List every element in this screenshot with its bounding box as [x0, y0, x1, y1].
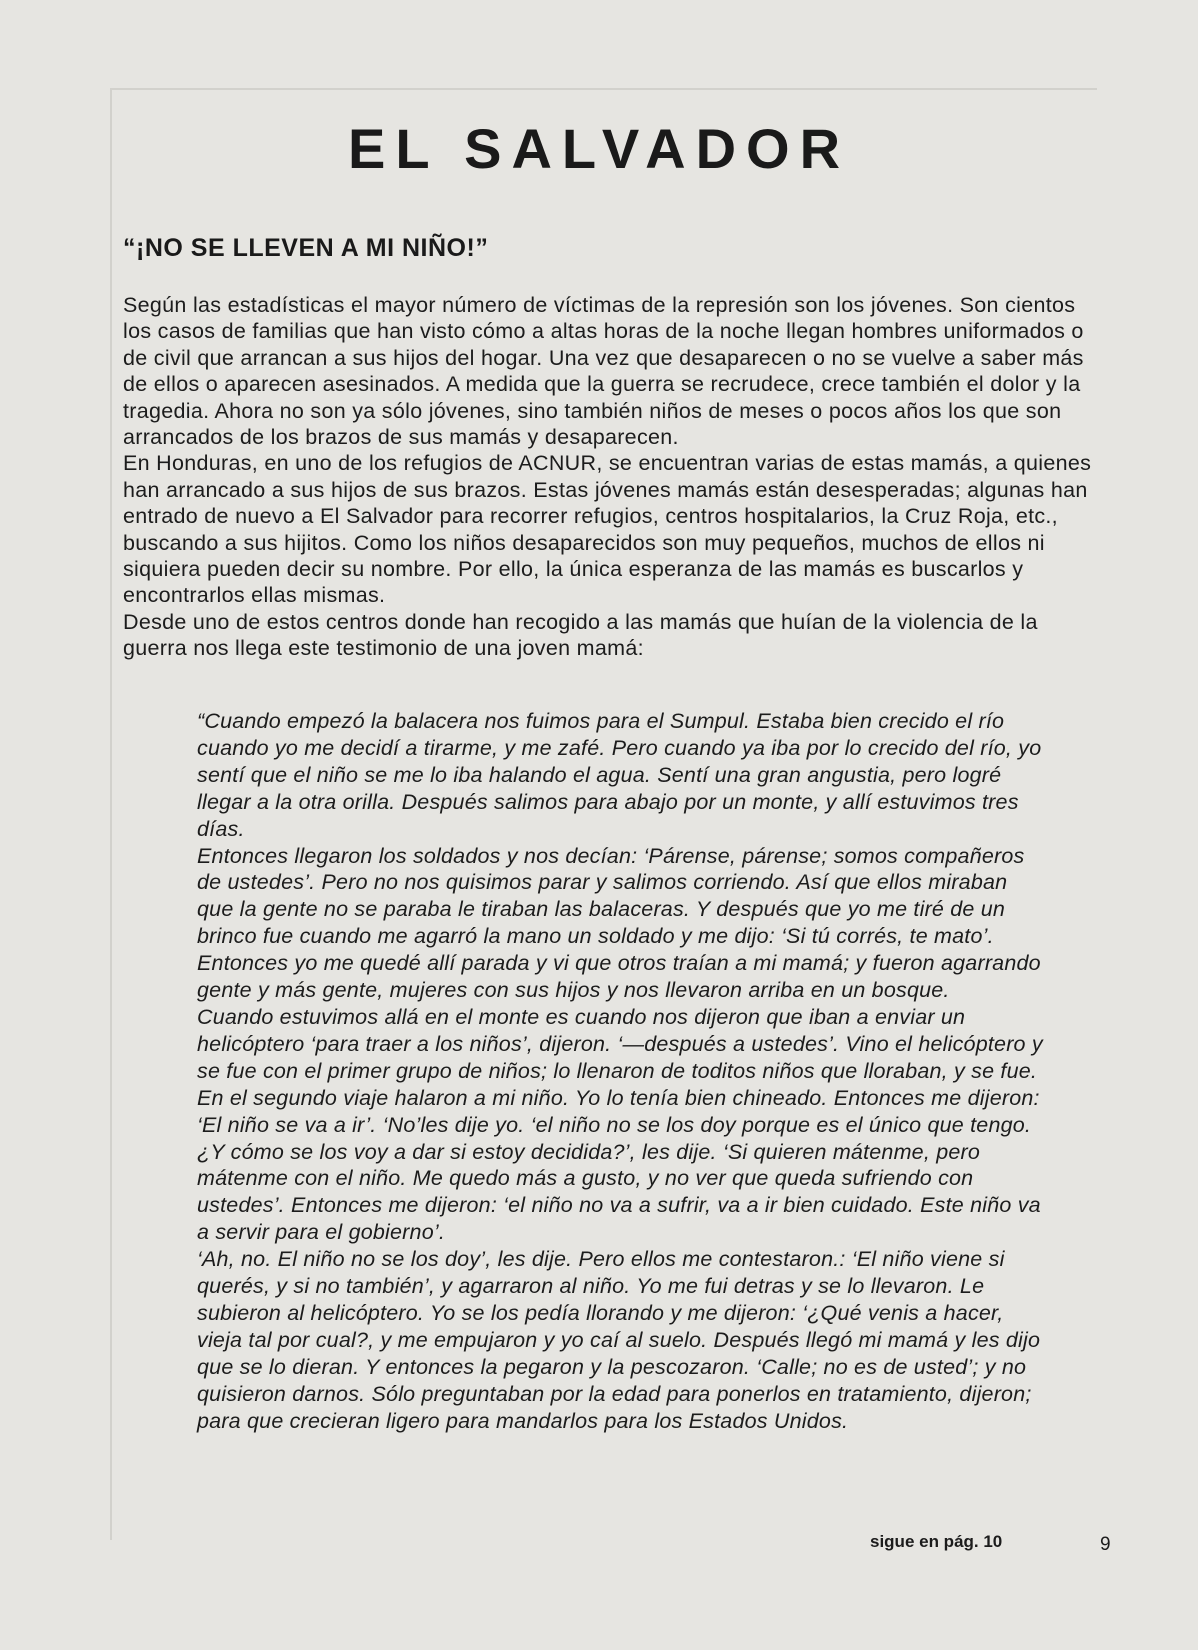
quote-paragraph: “Cuando empezó la balacera nos fuimos para el Sumpul. Estaba bien crecido el río cuando yo me decidí a tirarme, y me zafé. Pero cuando ya iba por lo crecido del río, yo sentí que el niño se me lo iba halando el agua. Sentí una gran angustia, pero logré llegar a la otra orilla. Después salimos para abajo por un monte, y allí estuvimos tres días.: [197, 709, 1042, 841]
testimony-quote: [197, 708, 1047, 1434]
body-paragraph: Desde uno de estos centros donde han recogido a las mamás que huían de la violencia de la guerra nos llega este testimonio de una joven mamá:: [123, 609, 1038, 661]
quote-paragraph: Entonces llegaron los soldados y nos decían: ‘Párense, párense; somos compañeros de ustedes’. Pero no nos quisimos parar y salimos corriendo. Así que ellos miraban que la gente no se paraba le tiraban las balaceras. Y después que yo me tiré de un brinco fue cuando me agarró la mano un soldado y me dijo: ‘Si tú corrés, te mato’. Entonces yo me quedé allí parada y vi que otros traían a mi mamá; y fueron agarrando gente y más gente, mujeres con sus hijos y nos llevaron arriba en un bosque.: [197, 843, 1041, 1003]
quote-paragraph: Cuando estuvimos allá en el monte es cuando nos dijeron que iban a enviar un helicóptero ‘para traer a los niños’, dijeron. ‘—después a ustedes’. Vino el helicóptero y se fue con el primer grupo de niños; lo llenaron de toditos niños que lloraban, y se fue.: [197, 1004, 1043, 1083]
body-paragraph: En Honduras, en uno de los refugios de ACNUR, se encuentran varias de estas mamás, a quienes han arrancado a sus hijos de sus brazos. Estas jóvenes mamás están desesperadas; algunas han entrado de nuevo a El Salvador para recorrer refugios, centros hospitalarios, la Cruz Roja, etc., buscando a sus hijitos. Como los niños desaparecidos son muy pequeños, muchos de ellos ni siquiera pueden decir su nombre. Por ello, la única esperanza de las mamás es buscarlos y encontrarlos ellas mismas.: [123, 451, 1092, 608]
article-title: EL SALVADOR: [347, 117, 851, 180]
article-subtitle: “¡NO SE LLEVEN A MI NIÑO!”: [123, 234, 489, 262]
article-body: [123, 292, 1095, 662]
quote-paragraph: ‘Ah, no. El niño no se los doy’, les dije. Pero ellos me contestaron.: ‘El niño viene si querés, y si no también’, y agarraron al niño. Yo me fui detras y se lo llevaron. Le subieron al helicóptero. Yo se los pedía llorando y me dijeron: ‘¿Qué venis a hacer, vieja tal por cual?, y me empujaron y yo caí al suelo. Después llegó mi mamá y les dijo que se lo dieran. Y entonces la pegaron y la pescozaron. ‘Calle; no es de usted’; y no quisieron darnos. Sólo preguntaban por la edad para ponerlos en tratamiento, dijeron; para que crecieran ligero para mandarlos para los Estados Unidos.: [197, 1247, 1041, 1433]
body-paragraph: Según las estadísticas el mayor número de víctimas de la represión son los jóvenes. Son cientos los casos de familias que han visto cómo a altas horas de la noche llegan hombres uniformados o de civil que arrancan a sus hijos del hogar. Una vez que desaparecen o no se vuelve a saber más de ellos o aparecen asesinados. A medida que la guerra se recrudece, crece también el dolor y la tragedia. Ahora no son ya sólo jóvenes, sino también niños de meses o pocos años los que son arrancados de los brazos de sus mamás y desaparecen.: [123, 293, 1084, 450]
page-number: 9: [1100, 1534, 1111, 1555]
quote-paragraph: En el segundo viaje halaron a mi niño. Yo lo tenía bien chineado. Entonces me dijeron: ‘El niño se va a ir’. ‘No’les dije yo. ‘el niño no se los doy porque es el único que tengo. ¿Y cómo se los voy a dar si estoy decidida?’, les dije. ‘Si quieren mátenme, pero mátenme con el niño. Me quedo más a gusto, y no ver que queda sufriendo con ustedes’. Entonces me dijeron: ‘el niño no va a sufrir, va a ir bien cuidado. Este niño va a servir para el gobierno’.: [197, 1085, 1041, 1245]
continued-note: sigue en pág. 10: [870, 1532, 1003, 1551]
